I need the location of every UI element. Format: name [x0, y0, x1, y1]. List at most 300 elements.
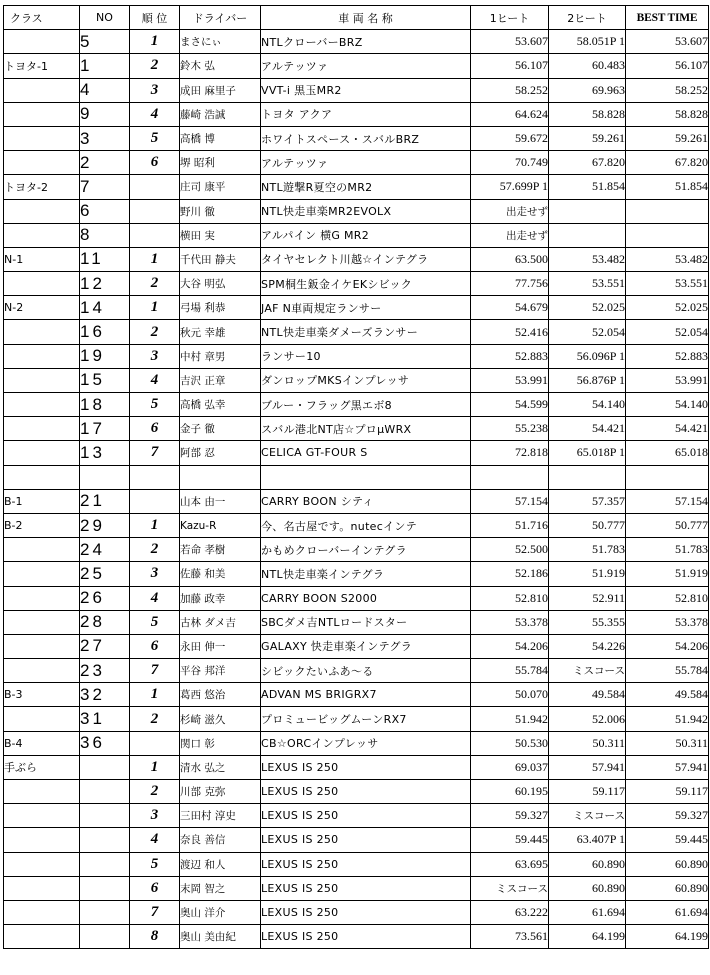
car-name-cell: NTL遊撃R夏空のMR2 [261, 175, 471, 199]
class-cell: トヨタ-2 [4, 175, 80, 199]
heat2-cell: 60.483 [549, 54, 626, 78]
class-cell [4, 151, 80, 175]
heat2-cell: 52.025 [549, 296, 626, 320]
car-name-cell: NTLクローバーBRZ [261, 30, 471, 54]
table-row [4, 272, 709, 296]
best-time-cell: 49.584 [626, 683, 709, 707]
car-name-cell [261, 465, 471, 489]
car-name-cell: ブルー・フラッグ黒エボ8 [261, 393, 471, 417]
no-cell: 12 [80, 272, 130, 296]
driver-cell: 成田 麻里子 [180, 78, 261, 102]
car-name-cell: LEXUS IS 250 [261, 900, 471, 924]
best-time-cell: 50.777 [626, 513, 709, 537]
driver-cell: 山本 由一 [180, 489, 261, 513]
class-cell [4, 538, 80, 562]
rank-cell: 4 [130, 102, 180, 126]
table-row [4, 199, 709, 223]
driver-cell: 佐藤 和美 [180, 562, 261, 586]
car-name-cell: アルパイン 横G MR2 [261, 223, 471, 247]
car-name-cell: NTL快走車楽インテグラ [261, 562, 471, 586]
heat2-cell: 63.407P 1 [549, 828, 626, 852]
heat2-cell: 53.482 [549, 247, 626, 271]
no-cell: 11 [80, 247, 130, 271]
rank-cell: 2 [130, 272, 180, 296]
heat1-cell: 60.195 [471, 780, 549, 804]
best-time-cell: 60.890 [626, 852, 709, 876]
driver-cell: 杉崎 滋久 [180, 707, 261, 731]
header-best-time: BEST TIME [626, 6, 709, 30]
heat1-cell: 出走せず [471, 199, 549, 223]
rank-cell [130, 223, 180, 247]
class-cell [4, 320, 80, 344]
driver-cell: 弓場 利恭 [180, 296, 261, 320]
no-cell [80, 925, 130, 949]
heat1-cell: 53.378 [471, 610, 549, 634]
heat1-cell: 52.416 [471, 320, 549, 344]
best-time-cell: 51.854 [626, 175, 709, 199]
rank-cell [130, 199, 180, 223]
heat1-cell: 63.222 [471, 900, 549, 924]
table-row [4, 368, 709, 392]
table-row [4, 417, 709, 441]
no-cell [80, 804, 130, 828]
table-row [4, 223, 709, 247]
rank-cell [130, 465, 180, 489]
table-row [4, 247, 709, 271]
heat2-cell: 57.357 [549, 489, 626, 513]
no-cell: 28 [80, 610, 130, 634]
class-cell [4, 272, 80, 296]
rank-cell: 1 [130, 755, 180, 779]
car-name-cell: VVT-i 黒玉MR2 [261, 78, 471, 102]
class-cell [4, 126, 80, 150]
heat2-cell: 64.199 [549, 925, 626, 949]
car-name-cell: ホワイトスペース・スバルBRZ [261, 126, 471, 150]
no-cell [80, 755, 130, 779]
rank-cell: 2 [130, 707, 180, 731]
driver-cell: 三田村 淳史 [180, 804, 261, 828]
driver-cell: 奥山 美由紀 [180, 925, 261, 949]
driver-cell: まさにぃ [180, 30, 261, 54]
best-time-cell: 53.482 [626, 247, 709, 271]
best-time-cell: 67.820 [626, 151, 709, 175]
rank-cell: 6 [130, 417, 180, 441]
car-name-cell: CARRY BOON シティ [261, 489, 471, 513]
no-cell [80, 876, 130, 900]
driver-cell: 加藤 政幸 [180, 586, 261, 610]
table-row [4, 925, 709, 949]
best-time-cell: 59.445 [626, 828, 709, 852]
no-cell: 19 [80, 344, 130, 368]
heat2-cell: 58.051P 1 [549, 30, 626, 54]
rank-cell: 8 [130, 925, 180, 949]
table-row [4, 804, 709, 828]
heat2-cell: 60.890 [549, 852, 626, 876]
best-time-cell [626, 223, 709, 247]
driver-cell: 藤崎 浩誠 [180, 102, 261, 126]
best-time-cell: 52.810 [626, 586, 709, 610]
best-time-cell: 52.883 [626, 344, 709, 368]
heat2-cell: 51.919 [549, 562, 626, 586]
best-time-cell: 56.107 [626, 54, 709, 78]
heat2-cell: 49.584 [549, 683, 626, 707]
header-no: NO [80, 6, 130, 30]
table-row [4, 54, 709, 78]
heat2-cell: 60.890 [549, 876, 626, 900]
rank-cell: 7 [130, 659, 180, 683]
heat1-cell: 出走せず [471, 223, 549, 247]
class-cell [4, 780, 80, 804]
class-cell [4, 828, 80, 852]
class-cell [4, 707, 80, 731]
table-row [4, 175, 709, 199]
class-cell [4, 102, 80, 126]
results-table [3, 5, 709, 949]
heat1-cell: 77.756 [471, 272, 549, 296]
best-time-cell: 57.941 [626, 755, 709, 779]
no-cell: 18 [80, 393, 130, 417]
class-cell [4, 441, 80, 465]
car-name-cell: タイヤセレクト川越☆インテグラ [261, 247, 471, 271]
header-car: 車 両 名 称 [261, 6, 471, 30]
class-cell [4, 610, 80, 634]
best-time-cell: 53.551 [626, 272, 709, 296]
car-name-cell: LEXUS IS 250 [261, 780, 471, 804]
no-cell [80, 852, 130, 876]
heat1-cell: 50.070 [471, 683, 549, 707]
class-cell [4, 78, 80, 102]
car-name-cell: CARRY BOON S2000 [261, 586, 471, 610]
no-cell: 2 [80, 151, 130, 175]
no-cell: 14 [80, 296, 130, 320]
no-cell [80, 465, 130, 489]
car-name-cell: CB☆ORCインプレッサ [261, 731, 471, 755]
no-cell: 25 [80, 562, 130, 586]
driver-cell: 阿部 忍 [180, 441, 261, 465]
heat1-cell: 51.942 [471, 707, 549, 731]
heat1-cell: 53.991 [471, 368, 549, 392]
header-class: クラス [4, 6, 80, 30]
class-cell: B-3 [4, 683, 80, 707]
heat1-cell: 72.818 [471, 441, 549, 465]
rank-cell: 6 [130, 151, 180, 175]
class-cell [4, 465, 80, 489]
rank-cell: 2 [130, 320, 180, 344]
best-time-cell: 54.421 [626, 417, 709, 441]
class-cell [4, 417, 80, 441]
driver-cell: 庄司 康平 [180, 175, 261, 199]
rank-cell: 2 [130, 538, 180, 562]
driver-cell [180, 465, 261, 489]
heat2-cell: 65.018P 1 [549, 441, 626, 465]
car-name-cell: CELICA GT-FOUR S [261, 441, 471, 465]
table-row [4, 707, 709, 731]
no-cell: 36 [80, 731, 130, 755]
driver-cell: 永田 伸一 [180, 634, 261, 658]
heat2-cell: 51.854 [549, 175, 626, 199]
rank-cell: 1 [130, 683, 180, 707]
car-name-cell: LEXUS IS 250 [261, 876, 471, 900]
heat1-cell: 52.883 [471, 344, 549, 368]
rank-cell: 2 [130, 780, 180, 804]
heat2-cell [549, 223, 626, 247]
car-name-cell: NTL快走車楽MR2EVOLX [261, 199, 471, 223]
heat1-cell: 59.327 [471, 804, 549, 828]
heat1-cell: 58.252 [471, 78, 549, 102]
heat2-cell: 52.911 [549, 586, 626, 610]
class-cell [4, 368, 80, 392]
class-cell [4, 199, 80, 223]
table-row [4, 126, 709, 150]
no-cell: 27 [80, 634, 130, 658]
best-time-cell [626, 465, 709, 489]
class-cell: B-2 [4, 513, 80, 537]
heat1-cell [471, 465, 549, 489]
rank-cell: 7 [130, 900, 180, 924]
rank-cell [130, 731, 180, 755]
table-row [4, 513, 709, 537]
best-time-cell: 50.311 [626, 731, 709, 755]
heat1-cell: 70.749 [471, 151, 549, 175]
heat2-cell: 56.876P 1 [549, 368, 626, 392]
car-name-cell: LEXUS IS 250 [261, 755, 471, 779]
table-row [4, 102, 709, 126]
class-cell [4, 344, 80, 368]
table-row [4, 876, 709, 900]
heat2-cell: 56.096P 1 [549, 344, 626, 368]
driver-cell: 中村 章男 [180, 344, 261, 368]
driver-cell: 高橋 弘幸 [180, 393, 261, 417]
heat2-cell: 67.820 [549, 151, 626, 175]
best-time-cell: 57.154 [626, 489, 709, 513]
class-cell [4, 852, 80, 876]
car-name-cell: シビックたいふあ～る [261, 659, 471, 683]
car-name-cell: LEXUS IS 250 [261, 828, 471, 852]
driver-cell: 関口 彰 [180, 731, 261, 755]
car-name-cell: LEXUS IS 250 [261, 804, 471, 828]
class-cell [4, 659, 80, 683]
car-name-cell: SPM桐生鈑金イケEKシビック [261, 272, 471, 296]
heat2-cell: 51.783 [549, 538, 626, 562]
table-row [4, 465, 709, 489]
rank-cell: 3 [130, 804, 180, 828]
no-cell: 3 [80, 126, 130, 150]
heat1-cell: 63.500 [471, 247, 549, 271]
best-time-cell [626, 199, 709, 223]
no-cell: 7 [80, 175, 130, 199]
rank-cell: 6 [130, 876, 180, 900]
no-cell: 8 [80, 223, 130, 247]
car-name-cell: ランサー10 [261, 344, 471, 368]
no-cell: 32 [80, 683, 130, 707]
driver-cell: 横田 実 [180, 223, 261, 247]
heat1-cell: 52.186 [471, 562, 549, 586]
best-time-cell: 59.261 [626, 126, 709, 150]
no-cell: 16 [80, 320, 130, 344]
driver-cell: 若命 孝樹 [180, 538, 261, 562]
table-row [4, 296, 709, 320]
heat2-cell: 59.117 [549, 780, 626, 804]
best-time-cell: 58.828 [626, 102, 709, 126]
driver-cell: 清水 弘之 [180, 755, 261, 779]
table-row [4, 538, 709, 562]
table-row [4, 852, 709, 876]
heat2-cell: 50.311 [549, 731, 626, 755]
driver-cell: 渡辺 和人 [180, 852, 261, 876]
no-cell: 15 [80, 368, 130, 392]
class-cell [4, 876, 80, 900]
table-row [4, 78, 709, 102]
no-cell: 29 [80, 513, 130, 537]
rank-cell [130, 175, 180, 199]
best-time-cell: 52.054 [626, 320, 709, 344]
best-time-cell: 54.140 [626, 393, 709, 417]
best-time-cell: 64.199 [626, 925, 709, 949]
no-cell: 23 [80, 659, 130, 683]
heat2-cell: 54.421 [549, 417, 626, 441]
heat1-cell: 57.699P 1 [471, 175, 549, 199]
class-cell [4, 804, 80, 828]
header-driver: ドライバー [180, 6, 261, 30]
no-cell: 4 [80, 78, 130, 102]
heat1-cell: 54.206 [471, 634, 549, 658]
best-time-cell: 53.378 [626, 610, 709, 634]
driver-cell: 奈良 善信 [180, 828, 261, 852]
car-name-cell: ADVAN MS BRIGRX7 [261, 683, 471, 707]
class-cell [4, 900, 80, 924]
heat1-cell: 55.784 [471, 659, 549, 683]
car-name-cell: JAF N車両規定ランサー [261, 296, 471, 320]
car-name-cell: アルテッツァ [261, 54, 471, 78]
no-cell: 17 [80, 417, 130, 441]
car-name-cell: LEXUS IS 250 [261, 925, 471, 949]
class-cell [4, 634, 80, 658]
car-name-cell: SBCダメ吉NTLロードスター [261, 610, 471, 634]
heat1-cell: 52.810 [471, 586, 549, 610]
table-row [4, 659, 709, 683]
heat2-cell: 55.355 [549, 610, 626, 634]
driver-cell: 吉沢 正章 [180, 368, 261, 392]
class-cell [4, 925, 80, 949]
class-cell: トヨタ-1 [4, 54, 80, 78]
class-cell [4, 586, 80, 610]
best-time-cell: 61.694 [626, 900, 709, 924]
rank-cell: 5 [130, 852, 180, 876]
heat1-cell: 59.445 [471, 828, 549, 852]
header-heat2: 2ヒート [549, 6, 626, 30]
table-row [4, 393, 709, 417]
heat2-cell: 53.551 [549, 272, 626, 296]
class-cell: B-4 [4, 731, 80, 755]
no-cell: 6 [80, 199, 130, 223]
best-time-cell: 51.783 [626, 538, 709, 562]
heat1-cell: 69.037 [471, 755, 549, 779]
driver-cell: 平谷 邦洋 [180, 659, 261, 683]
class-cell [4, 223, 80, 247]
table-row [4, 683, 709, 707]
table-row [4, 755, 709, 779]
best-time-cell: 59.117 [626, 780, 709, 804]
no-cell: 9 [80, 102, 130, 126]
no-cell: 24 [80, 538, 130, 562]
heat2-cell: ミスコース [549, 659, 626, 683]
best-time-cell: 51.942 [626, 707, 709, 731]
heat1-cell: 52.500 [471, 538, 549, 562]
table-row [4, 634, 709, 658]
best-time-cell: 58.252 [626, 78, 709, 102]
class-cell [4, 393, 80, 417]
heat2-cell: 54.140 [549, 393, 626, 417]
heat2-cell: ミスコース [549, 804, 626, 828]
heat1-cell: 73.561 [471, 925, 549, 949]
best-time-cell: 52.025 [626, 296, 709, 320]
heat1-cell: 53.607 [471, 30, 549, 54]
heat1-cell: 54.679 [471, 296, 549, 320]
rank-cell: 5 [130, 610, 180, 634]
car-name-cell: LEXUS IS 250 [261, 852, 471, 876]
table-row [4, 731, 709, 755]
rank-cell: 3 [130, 344, 180, 368]
table-row [4, 900, 709, 924]
table-row [4, 562, 709, 586]
rank-cell: 3 [130, 562, 180, 586]
rank-cell: 7 [130, 441, 180, 465]
class-cell: N-1 [4, 247, 80, 271]
best-time-cell: 65.018 [626, 441, 709, 465]
best-time-cell: 51.919 [626, 562, 709, 586]
car-name-cell: トヨタ アクア [261, 102, 471, 126]
heat2-cell [549, 465, 626, 489]
heat1-cell: 55.238 [471, 417, 549, 441]
driver-cell: 奥山 洋介 [180, 900, 261, 924]
no-cell: 5 [80, 30, 130, 54]
rank-cell: 1 [130, 296, 180, 320]
heat1-cell: 59.672 [471, 126, 549, 150]
driver-cell: 堺 昭利 [180, 151, 261, 175]
driver-cell: 葛西 悠治 [180, 683, 261, 707]
car-name-cell: NTL快走車楽ダメーズランサー [261, 320, 471, 344]
rank-cell: 2 [130, 54, 180, 78]
best-time-cell: 54.206 [626, 634, 709, 658]
driver-cell: 金子 徹 [180, 417, 261, 441]
heat1-cell: 54.599 [471, 393, 549, 417]
driver-cell: 千代田 静夫 [180, 247, 261, 271]
no-cell: 21 [80, 489, 130, 513]
heat2-cell: 54.226 [549, 634, 626, 658]
table-row [4, 344, 709, 368]
heat2-cell: 52.006 [549, 707, 626, 731]
heat1-cell: 63.695 [471, 852, 549, 876]
rank-cell: 4 [130, 368, 180, 392]
no-cell: 31 [80, 707, 130, 731]
driver-cell: 末岡 智之 [180, 876, 261, 900]
class-cell: B-1 [4, 489, 80, 513]
class-cell [4, 30, 80, 54]
heat2-cell: 69.963 [549, 78, 626, 102]
heat1-cell: 50.530 [471, 731, 549, 755]
driver-cell: 大谷 明弘 [180, 272, 261, 296]
car-name-cell: アルテッツァ [261, 151, 471, 175]
heat1-cell: ミスコース [471, 876, 549, 900]
no-cell [80, 828, 130, 852]
rank-cell: 1 [130, 513, 180, 537]
rank-cell: 4 [130, 586, 180, 610]
no-cell [80, 900, 130, 924]
results-body [4, 30, 709, 949]
header-row [4, 6, 709, 30]
heat2-cell: 59.261 [549, 126, 626, 150]
car-name-cell: かもめクローバーインテグラ [261, 538, 471, 562]
